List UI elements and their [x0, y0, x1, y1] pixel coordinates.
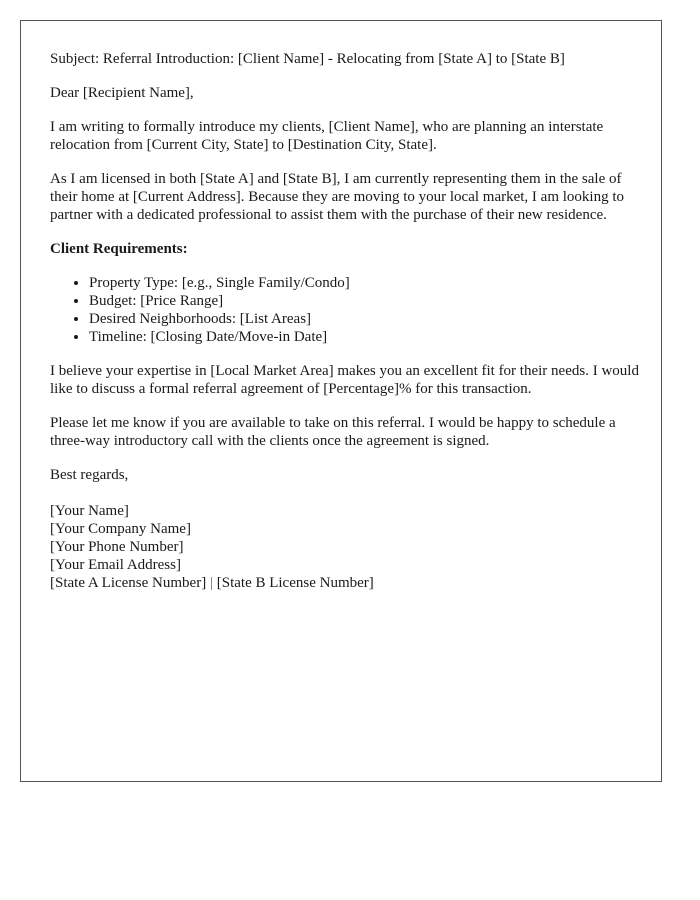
license-separator: | [209, 575, 213, 591]
letter-page [20, 20, 662, 782]
signature-licenses [50, 574, 640, 592]
signature-email: [Your Email Address] [50, 557, 181, 573]
signature-name: [Your Name] [50, 503, 129, 519]
license-state-a: [State A License Number] [50, 575, 207, 591]
requirements-heading: Client Requirements: [50, 241, 188, 257]
signature-block [50, 502, 640, 592]
signature-phone: [Your Phone Number] [50, 539, 184, 555]
intro-paragraph: I am writing to formally introduce my clients, [Client Name], who are planning an interstate relocation from [Current City, State] to [Destination City, State]. [50, 119, 604, 153]
requirements-list [50, 274, 640, 346]
licensed-paragraph: As I am licensed in both [State A] and [State B], I am currently representing them in the sale of their home at [Current Address]. Because they are moving to your local market, I am looking to partner with a dedicated professional to assist them with the purchase of their new residence. [50, 171, 625, 223]
subject-line: Subject: Referral Introduction: [Client Name] - Relocating from [State A] to [State B] [50, 51, 565, 67]
closing: Best regards, [50, 467, 129, 483]
requirement-item-timeline: • Timeline: [Closing Date/Move-in Date] [89, 328, 640, 346]
salutation: Dear [Recipient Name], [50, 85, 194, 101]
letter-body [50, 50, 640, 592]
license-state-b: [State B License Number] [216, 575, 374, 591]
requirement-item-budget: • Budget: [Price Range] [89, 292, 640, 310]
expertise-paragraph: I believe your expertise in [Local Market Area] makes you an excellent fit for their needs. I would like to discuss a formal referral agreement of [Percentage]% for this transaction. [50, 363, 639, 397]
signature-company: [Your Company Name] [50, 521, 191, 537]
requirement-item-property-type: • Property Type: [e.g., Single Family/Condo] [89, 274, 640, 292]
availability-paragraph: Please let me know if you are available to take on this referral. I would be happy to schedule a three-way introductory call with the clients once the agreement is signed. [50, 415, 616, 449]
requirement-item-neighborhoods: • Desired Neighborhoods: [List Areas] [89, 310, 640, 328]
